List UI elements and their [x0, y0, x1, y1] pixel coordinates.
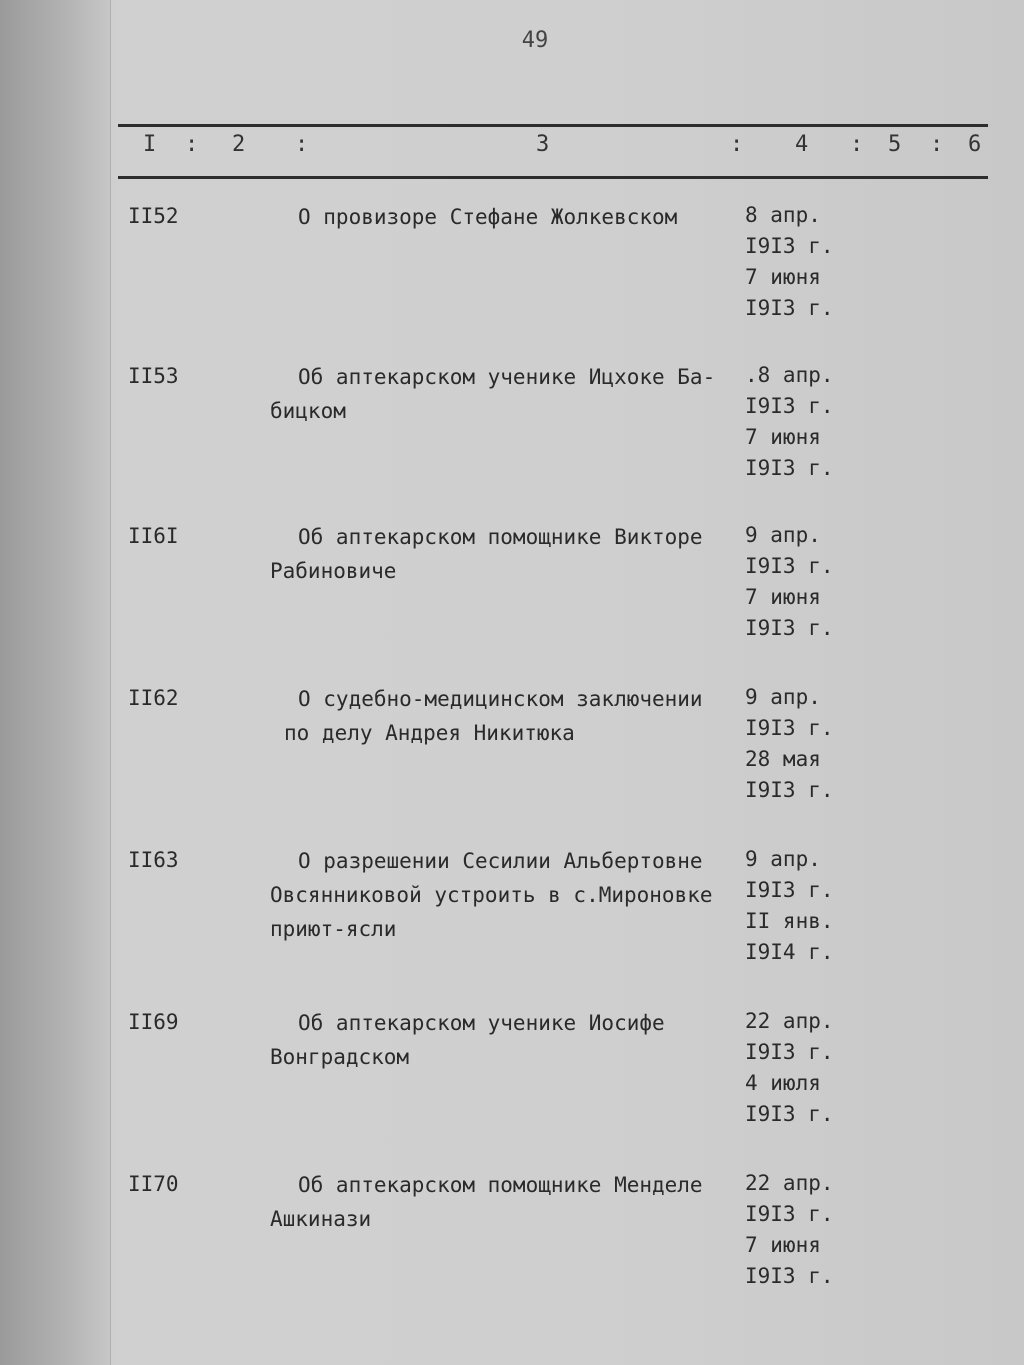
case-dates: .8 апр. I9I3 г. 7 июня I9I3 г. — [745, 363, 834, 480]
column-header-5: 5 — [888, 132, 902, 157]
column-separator: : — [730, 132, 744, 157]
case-title: О судебно-медицинском заключении по делу Андрея Никитюка — [284, 687, 703, 745]
column-header-6: 6 — [968, 132, 982, 157]
case-title: Об аптекарском помощнике Менделе Ашкинази — [270, 1173, 703, 1231]
case-number: II63 — [128, 848, 179, 872]
column-separator: : — [850, 132, 864, 157]
case-dates: 8 апр. I9I3 г. 7 июня I9I3 г. — [745, 203, 834, 320]
case-title: О разрешении Сесилии Альбертовне Овсянниковой устроить в с.Мироновке приют-ясли — [270, 849, 713, 941]
column-separator: : — [930, 132, 944, 157]
header-rule-bottom — [118, 176, 988, 179]
case-number: II62 — [128, 686, 179, 710]
case-number: II52 — [128, 204, 179, 228]
binding-spine — [0, 0, 111, 1365]
column-separator: : — [185, 132, 199, 157]
case-title: О провизоре Стефане Жолкевском — [298, 205, 678, 229]
page-number: 49 — [521, 28, 549, 53]
case-number: II6I — [128, 524, 179, 548]
case-number: II53 — [128, 364, 179, 388]
column-header-2: 2 — [232, 132, 246, 157]
column-header-3: 3 — [536, 132, 550, 157]
case-dates: 9 апр. I9I3 г. 28 мая I9I3 г. — [745, 685, 834, 802]
case-number: II70 — [128, 1172, 179, 1196]
case-title: Об аптекарском ученике Ицхоке Ба- бицком — [270, 365, 716, 423]
column-header-4: 4 — [795, 132, 809, 157]
case-dates: 9 апр. I9I3 г. 7 июня I9I3 г. — [745, 523, 834, 640]
header-rule-top — [118, 124, 988, 127]
case-dates: 22 апр. I9I3 г. 4 июля I9I3 г. — [745, 1009, 834, 1126]
case-title: Об аптекарском ученике Иосифе Вонградском — [270, 1011, 665, 1069]
case-number: II69 — [128, 1010, 179, 1034]
case-dates: 22 апр. I9I3 г. 7 июня I9I3 г. — [745, 1171, 834, 1288]
case-dates: 9 апр. I9I3 г. II янв. I9I4 г. — [745, 847, 834, 964]
case-title: Об аптекарском помощнике Викторе Рабиновиче — [270, 525, 703, 583]
column-separator: : — [295, 132, 309, 157]
column-header-1: I — [143, 132, 157, 157]
